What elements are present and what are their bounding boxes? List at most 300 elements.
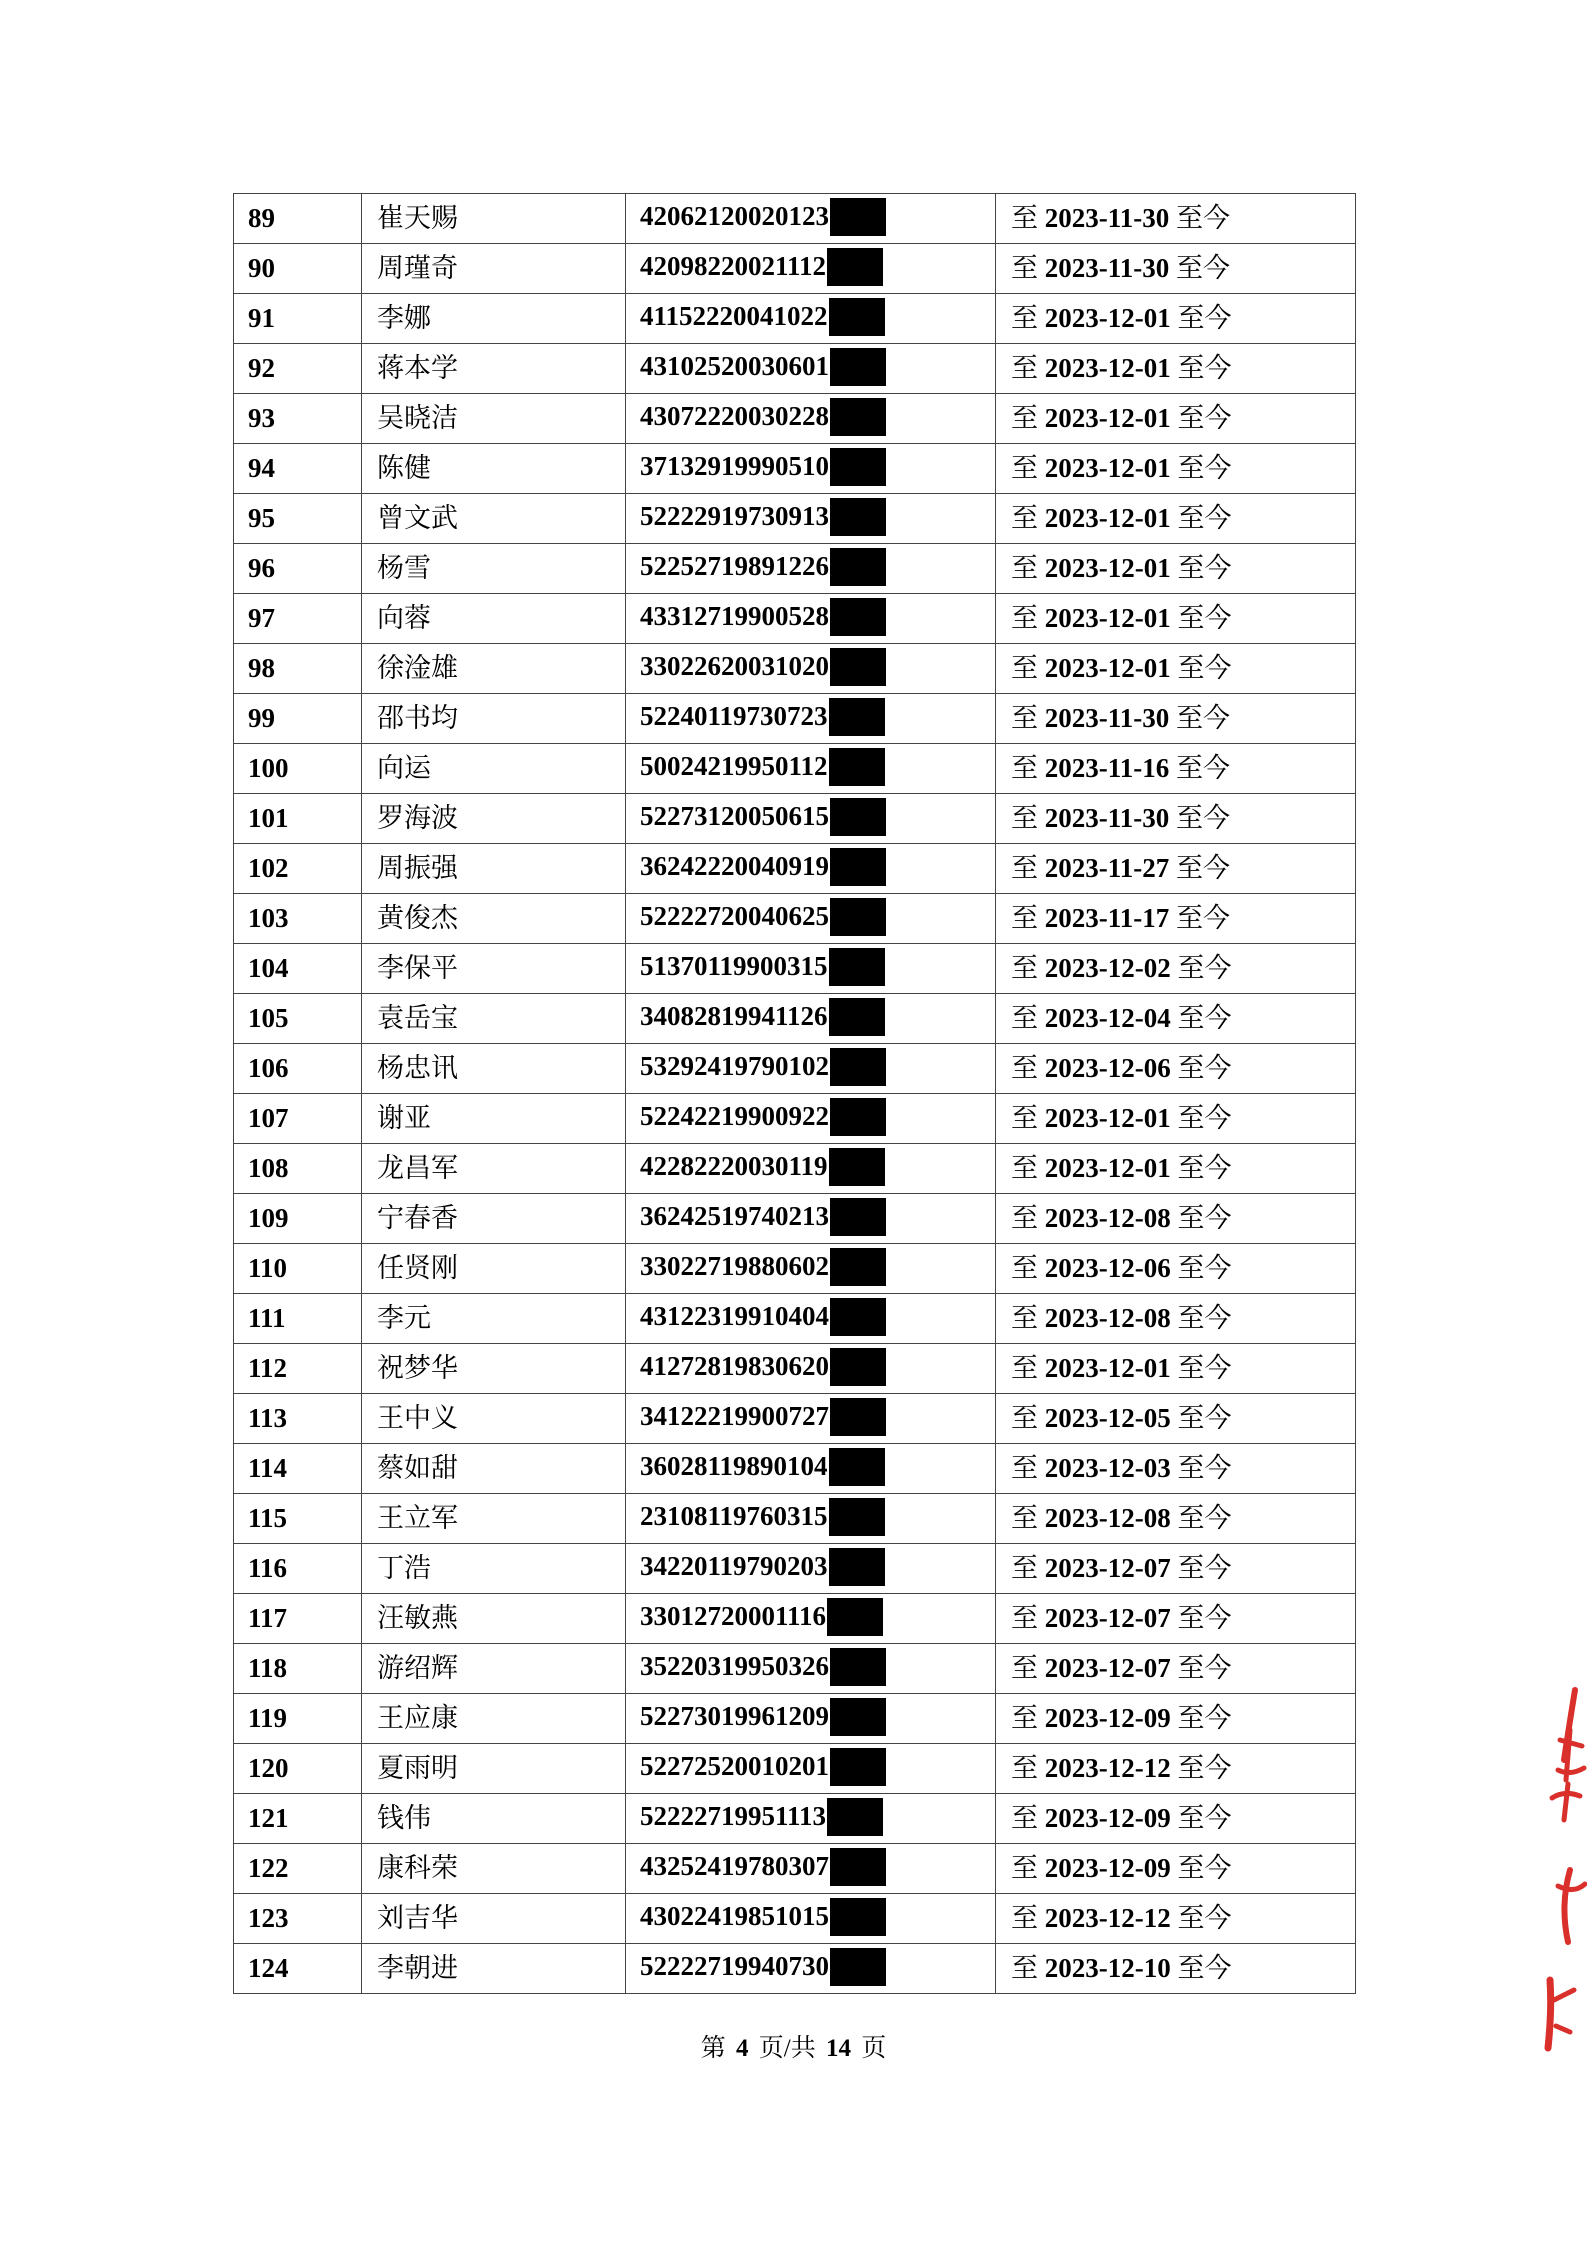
id-number-cell [626, 594, 996, 644]
redaction-block [830, 1248, 886, 1286]
start-date: 2023-12-09 [1044, 1853, 1171, 1883]
row-number: 105 [234, 994, 362, 1044]
start-date: 2023-12-02 [1044, 953, 1171, 983]
person-name: 向蓉 [362, 594, 626, 644]
period-cell [996, 1894, 1356, 1944]
period-prefix: 至 [1011, 403, 1038, 433]
row-number: 98 [234, 644, 362, 694]
start-date: 2023-12-06 [1044, 1053, 1171, 1083]
period-suffix: 至今 [1176, 253, 1230, 283]
redaction-block [830, 348, 886, 386]
person-name: 康科荣 [362, 1844, 626, 1894]
period-cell [996, 194, 1356, 244]
period-cell [996, 494, 1356, 544]
start-date: 2023-12-07 [1044, 1553, 1171, 1583]
row-number: 121 [234, 1794, 362, 1844]
redaction-block [829, 298, 885, 336]
person-name: 王中义 [362, 1394, 626, 1444]
person-name: 袁岳宝 [362, 994, 626, 1044]
person-name: 谢亚 [362, 1094, 626, 1144]
redaction-block [830, 1698, 886, 1736]
start-date: 2023-12-01 [1044, 1353, 1171, 1383]
period-prefix: 至 [1011, 703, 1038, 733]
period-suffix: 至今 [1177, 453, 1232, 483]
period-prefix: 至 [1011, 803, 1038, 833]
id-number: 43122319910404 [640, 1300, 829, 1331]
id-number: 50024219950112 [640, 750, 828, 781]
row-number: 114 [234, 1444, 362, 1494]
period-cell [996, 894, 1356, 944]
period-prefix: 至 [1011, 253, 1038, 283]
period-suffix: 至今 [1176, 903, 1230, 933]
redaction-block [829, 948, 885, 986]
table-row [234, 1394, 1356, 1444]
row-number: 109 [234, 1194, 362, 1244]
table-row [234, 644, 1356, 694]
table-row [234, 994, 1356, 1044]
person-name: 李元 [362, 1294, 626, 1344]
redaction-block [830, 898, 886, 936]
id-number-cell [626, 1294, 996, 1344]
period-prefix: 至 [1011, 1103, 1038, 1133]
period-suffix: 至今 [1177, 1803, 1232, 1833]
period-cell [996, 1544, 1356, 1594]
id-number-cell [626, 1944, 996, 1994]
period-suffix: 至今 [1177, 353, 1232, 383]
id-number: 52273120050615 [640, 800, 829, 831]
period-prefix: 至 [1011, 553, 1038, 583]
period-cell [996, 1494, 1356, 1544]
redaction-block [830, 1348, 886, 1386]
period-prefix: 至 [1011, 1753, 1038, 1783]
row-number: 95 [234, 494, 362, 544]
person-name: 周振强 [362, 844, 626, 894]
period-prefix: 至 [1011, 1553, 1038, 1583]
id-number-cell [626, 1544, 996, 1594]
id-number: 52222919730913 [640, 500, 829, 531]
start-date: 2023-12-07 [1044, 1653, 1171, 1683]
id-number-cell [626, 744, 996, 794]
id-number: 43072220030228 [640, 400, 829, 431]
period-prefix: 至 [1011, 1853, 1038, 1883]
period-cell [996, 1044, 1356, 1094]
period-suffix: 至今 [1177, 1953, 1232, 1983]
id-number-cell [626, 1444, 996, 1494]
period-prefix: 至 [1011, 1903, 1038, 1933]
period-suffix: 至今 [1177, 303, 1232, 333]
person-name: 徐淦雄 [362, 644, 626, 694]
period-suffix: 至今 [1177, 953, 1232, 983]
table-row [234, 1144, 1356, 1194]
period-cell [996, 944, 1356, 994]
person-name: 李保平 [362, 944, 626, 994]
row-number: 96 [234, 544, 362, 594]
table-row [234, 1044, 1356, 1094]
current-page: 4 [736, 2035, 749, 2062]
id-number-cell [626, 844, 996, 894]
redaction-block [829, 1548, 885, 1586]
start-date: 2023-12-01 [1044, 303, 1171, 333]
person-name: 陈健 [362, 444, 626, 494]
period-cell [996, 1694, 1356, 1744]
row-number: 104 [234, 944, 362, 994]
id-number-cell [626, 1744, 996, 1794]
start-date: 2023-12-01 [1044, 503, 1171, 533]
period-suffix: 至今 [1177, 1353, 1232, 1383]
person-name: 王应康 [362, 1694, 626, 1744]
table-row [234, 544, 1356, 594]
period-suffix: 至今 [1177, 1553, 1232, 1583]
redaction-block [830, 598, 886, 636]
period-prefix: 至 [1011, 1503, 1038, 1533]
id-number: 52222719951113 [640, 1800, 827, 1831]
table-row [234, 1894, 1356, 1944]
period-cell [996, 544, 1356, 594]
person-name: 周瑾奇 [362, 244, 626, 294]
period-prefix: 至 [1011, 953, 1038, 983]
redaction-block [827, 1798, 883, 1836]
start-date: 2023-12-06 [1044, 1253, 1171, 1283]
id-number: 52240119730723 [640, 700, 828, 731]
start-date: 2023-12-08 [1044, 1203, 1171, 1233]
period-suffix: 至今 [1177, 1603, 1232, 1633]
start-date: 2023-12-09 [1044, 1703, 1171, 1733]
start-date: 2023-12-05 [1044, 1403, 1171, 1433]
id-number-cell [626, 1644, 996, 1694]
period-cell [996, 744, 1356, 794]
redaction-block [830, 1048, 886, 1086]
id-number: 34082819941126 [640, 1000, 828, 1031]
redaction-block [830, 1848, 886, 1886]
redaction-block [830, 1748, 886, 1786]
id-number-cell [626, 244, 996, 294]
row-number: 93 [234, 394, 362, 444]
redaction-block [830, 648, 886, 686]
person-name: 蒋本学 [362, 344, 626, 394]
table-row [234, 894, 1356, 944]
period-cell [996, 594, 1356, 644]
table-row [234, 794, 1356, 844]
id-number: 33022620031020 [640, 650, 829, 681]
row-number: 116 [234, 1544, 362, 1594]
id-number: 43252419780307 [640, 1850, 829, 1881]
roster-table [233, 193, 1356, 1994]
id-number: 43022419851015 [640, 1900, 829, 1931]
id-number-cell [626, 1094, 996, 1144]
redaction-block [830, 1948, 886, 1986]
period-prefix: 至 [1011, 1253, 1038, 1283]
footer-prefix: 第 [700, 2035, 726, 2062]
id-number: 43312719900528 [640, 600, 829, 631]
table-row [234, 294, 1356, 344]
id-number: 36242519740213 [640, 1200, 829, 1231]
table-row [234, 1494, 1356, 1544]
period-suffix: 至今 [1177, 653, 1232, 683]
period-prefix: 至 [1011, 453, 1038, 483]
period-suffix: 至今 [1177, 1653, 1232, 1683]
start-date: 2023-12-08 [1044, 1303, 1171, 1333]
period-prefix: 至 [1011, 1053, 1038, 1083]
period-suffix: 至今 [1176, 703, 1230, 733]
start-date: 2023-12-08 [1044, 1503, 1171, 1533]
period-suffix: 至今 [1177, 603, 1232, 633]
table-row [234, 744, 1356, 794]
period-cell [996, 1444, 1356, 1494]
period-cell [996, 1144, 1356, 1194]
start-date: 2023-11-27 [1044, 853, 1170, 883]
start-date: 2023-11-16 [1044, 753, 1170, 783]
row-number: 108 [234, 1144, 362, 1194]
start-date: 2023-12-01 [1044, 553, 1171, 583]
redaction-block [827, 248, 883, 286]
period-cell [996, 1344, 1356, 1394]
table-row [234, 344, 1356, 394]
period-cell [996, 1094, 1356, 1144]
person-name: 刘吉华 [362, 1894, 626, 1944]
row-number: 111 [234, 1294, 362, 1344]
redaction-block [829, 698, 885, 736]
id-number-cell [626, 1244, 996, 1294]
period-suffix: 至今 [1176, 753, 1230, 783]
table-row [234, 1744, 1356, 1794]
id-number-cell [626, 794, 996, 844]
id-number-cell [626, 1894, 996, 1944]
period-cell [996, 1944, 1356, 1994]
table-row [234, 1694, 1356, 1744]
start-date: 2023-11-30 [1044, 253, 1170, 283]
table-row [234, 1844, 1356, 1894]
id-number: 42062120020123 [640, 200, 829, 231]
start-date: 2023-11-30 [1044, 803, 1170, 833]
period-suffix: 至今 [1177, 503, 1232, 533]
period-prefix: 至 [1011, 903, 1038, 933]
person-name: 邵书均 [362, 694, 626, 744]
id-number: 34220119790203 [640, 1550, 828, 1581]
period-suffix: 至今 [1177, 1853, 1232, 1883]
id-number-cell [626, 1844, 996, 1894]
period-cell [996, 694, 1356, 744]
row-number: 124 [234, 1944, 362, 1994]
period-prefix: 至 [1011, 1003, 1038, 1033]
footer-middle: 页/共 [758, 2035, 816, 2062]
person-name: 崔天赐 [362, 194, 626, 244]
table-row [234, 1594, 1356, 1644]
person-name: 蔡如甜 [362, 1444, 626, 1494]
period-suffix: 至今 [1177, 1753, 1232, 1783]
row-number: 94 [234, 444, 362, 494]
row-number: 123 [234, 1894, 362, 1944]
row-number: 103 [234, 894, 362, 944]
redaction-block [830, 1298, 886, 1336]
period-prefix: 至 [1011, 1353, 1038, 1383]
table-row [234, 394, 1356, 444]
period-cell [996, 1744, 1356, 1794]
redaction-block [830, 1648, 886, 1686]
id-number: 52273019961209 [640, 1700, 829, 1731]
id-number-cell [626, 1344, 996, 1394]
person-name: 向运 [362, 744, 626, 794]
id-number: 33022719880602 [640, 1250, 829, 1281]
id-number: 41152220041022 [640, 300, 828, 331]
id-number: 36242220040919 [640, 850, 829, 881]
id-number-cell [626, 1044, 996, 1094]
period-suffix: 至今 [1177, 1103, 1232, 1133]
id-number: 35220319950326 [640, 1650, 829, 1681]
period-cell [996, 244, 1356, 294]
redaction-block [829, 998, 885, 1036]
row-number: 90 [234, 244, 362, 294]
redaction-block [830, 1098, 886, 1136]
period-prefix: 至 [1011, 653, 1038, 683]
period-cell [996, 1794, 1356, 1844]
period-suffix: 至今 [1176, 853, 1230, 883]
start-date: 2023-11-17 [1044, 903, 1170, 933]
period-cell [996, 444, 1356, 494]
table-row [234, 944, 1356, 994]
table-row [234, 444, 1356, 494]
person-name: 李朝进 [362, 1944, 626, 1994]
id-number-cell [626, 644, 996, 694]
person-name: 钱伟 [362, 1794, 626, 1844]
id-number: 52252719891226 [640, 550, 829, 581]
period-suffix: 至今 [1177, 1053, 1232, 1083]
id-number-cell [626, 544, 996, 594]
total-pages: 14 [825, 2035, 851, 2062]
table-row [234, 1544, 1356, 1594]
start-date: 2023-11-30 [1044, 203, 1170, 233]
id-number-cell [626, 1194, 996, 1244]
period-prefix: 至 [1011, 1953, 1038, 1983]
page-footer [0, 2028, 1587, 2064]
id-number: 43102520030601 [640, 350, 829, 381]
start-date: 2023-12-01 [1044, 653, 1171, 683]
table-row [234, 844, 1356, 894]
redaction-block [830, 1898, 886, 1936]
start-date: 2023-12-01 [1044, 603, 1171, 633]
row-number: 120 [234, 1744, 362, 1794]
table-row [234, 244, 1356, 294]
id-number-cell [626, 894, 996, 944]
row-number: 113 [234, 1394, 362, 1444]
person-name: 夏雨明 [362, 1744, 626, 1794]
period-prefix: 至 [1011, 1203, 1038, 1233]
period-cell [996, 1294, 1356, 1344]
period-suffix: 至今 [1177, 1403, 1232, 1433]
id-number-cell [626, 1394, 996, 1444]
period-prefix: 至 [1011, 503, 1038, 533]
footer-suffix: 页 [861, 2035, 887, 2062]
table-row [234, 694, 1356, 744]
table-row [234, 1444, 1356, 1494]
id-number: 52272520010201 [640, 1750, 829, 1781]
official-seal-fragment [1530, 1680, 1587, 2060]
id-number: 41272819830620 [640, 1350, 829, 1381]
start-date: 2023-12-01 [1044, 1103, 1171, 1133]
id-number-cell [626, 1594, 996, 1644]
row-number: 115 [234, 1494, 362, 1544]
period-suffix: 至今 [1177, 1453, 1232, 1483]
row-number: 100 [234, 744, 362, 794]
period-prefix: 至 [1011, 1403, 1038, 1433]
period-prefix: 至 [1011, 203, 1038, 233]
id-number: 53292419790102 [640, 1050, 829, 1081]
period-cell [996, 294, 1356, 344]
start-date: 2023-12-12 [1044, 1753, 1171, 1783]
id-number: 42098220021112 [640, 250, 827, 281]
period-cell [996, 794, 1356, 844]
row-number: 122 [234, 1844, 362, 1894]
row-number: 89 [234, 194, 362, 244]
person-name: 罗海波 [362, 794, 626, 844]
person-name: 汪敏燕 [362, 1594, 626, 1644]
table-row [234, 494, 1356, 544]
id-number-cell [626, 394, 996, 444]
seal-stamp-icon [1530, 1680, 1587, 2060]
table-row [234, 1344, 1356, 1394]
id-number: 52222719940730 [640, 1950, 829, 1981]
redaction-block [830, 548, 886, 586]
period-cell [996, 394, 1356, 444]
id-number: 34122219900727 [640, 1400, 829, 1431]
person-name: 杨雪 [362, 544, 626, 594]
row-number: 112 [234, 1344, 362, 1394]
person-name: 杨忠讯 [362, 1044, 626, 1094]
period-prefix: 至 [1011, 1703, 1038, 1733]
row-number: 91 [234, 294, 362, 344]
id-number: 52242219900922 [640, 1100, 829, 1131]
id-number-cell [626, 494, 996, 544]
redaction-block [830, 398, 886, 436]
period-cell [996, 1594, 1356, 1644]
start-date: 2023-12-07 [1044, 1603, 1171, 1633]
id-number: 36028119890104 [640, 1450, 828, 1481]
period-cell [996, 844, 1356, 894]
period-suffix: 至今 [1177, 1703, 1232, 1733]
table-row [234, 1194, 1356, 1244]
id-number-cell [626, 294, 996, 344]
id-number: 51370119900315 [640, 950, 828, 981]
row-number: 119 [234, 1694, 362, 1744]
person-name: 宁春香 [362, 1194, 626, 1244]
row-number: 99 [234, 694, 362, 744]
id-number: 23108119760315 [640, 1500, 828, 1531]
table-row [234, 194, 1356, 244]
row-number: 117 [234, 1594, 362, 1644]
row-number: 92 [234, 344, 362, 394]
period-suffix: 至今 [1177, 1153, 1232, 1183]
period-prefix: 至 [1011, 1653, 1038, 1683]
period-suffix: 至今 [1176, 803, 1230, 833]
period-cell [996, 644, 1356, 694]
period-prefix: 至 [1011, 753, 1038, 783]
start-date: 2023-12-03 [1044, 1453, 1171, 1483]
row-number: 110 [234, 1244, 362, 1294]
period-cell [996, 994, 1356, 1044]
start-date: 2023-12-01 [1044, 353, 1171, 383]
period-suffix: 至今 [1176, 203, 1230, 233]
id-number-cell [626, 194, 996, 244]
id-number-cell [626, 1694, 996, 1744]
id-number-cell [626, 994, 996, 1044]
id-number: 37132919990510 [640, 450, 829, 481]
redaction-block [829, 1448, 885, 1486]
table-row [234, 1644, 1356, 1694]
row-number: 107 [234, 1094, 362, 1144]
row-number: 106 [234, 1044, 362, 1094]
table-row [234, 1794, 1356, 1844]
id-number: 33012720001116 [640, 1600, 827, 1631]
row-number: 101 [234, 794, 362, 844]
